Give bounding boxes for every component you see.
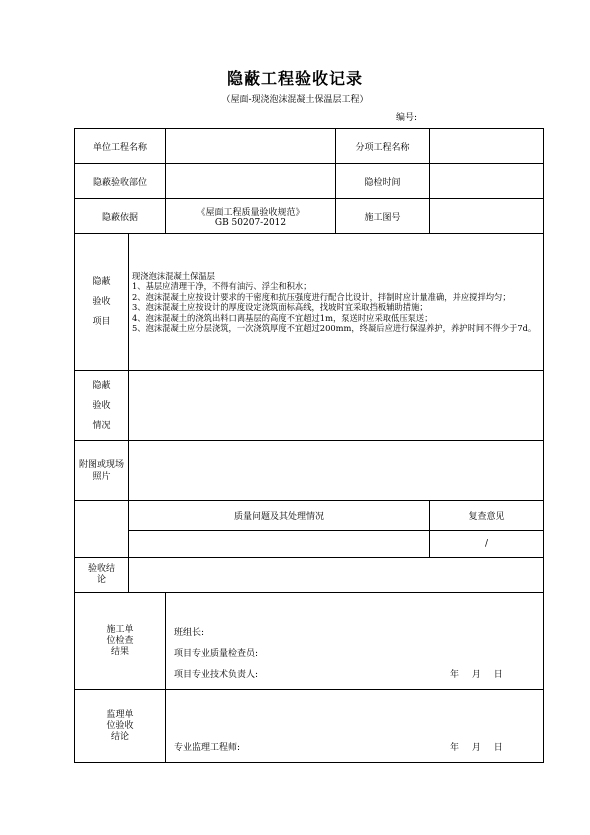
basis-label: 隐蔽依据 bbox=[75, 199, 166, 234]
quality-row-label bbox=[75, 501, 129, 558]
team-leader-label: 班组长: bbox=[174, 628, 205, 638]
inspection-time-label: 隐检时间 bbox=[336, 164, 430, 199]
inspection-time-value[interactable] bbox=[430, 164, 544, 199]
supervisor-date: 年 月 日 bbox=[450, 743, 503, 753]
doc-number-label: 编号: bbox=[396, 113, 418, 123]
unit-project-value[interactable] bbox=[166, 129, 336, 164]
inspection-items[interactable] bbox=[129, 234, 544, 371]
quality-issues-value[interactable] bbox=[129, 531, 430, 558]
list-item: 5、泡沫混凝土应分层浇筑，一次浇筑厚度不宜超过200mm，终凝后应进行保湿养护，养护时间不得少于7d。 bbox=[132, 323, 537, 333]
list-item: 3、泡沫混凝土应按设计的厚度设定浇筑面标高线，找坡时宜采取挡板辅助措施； bbox=[132, 302, 428, 312]
contractor-section[interactable] bbox=[166, 593, 544, 690]
recheck-header: 复查意见 bbox=[430, 501, 544, 531]
attachment-label: 附图或现场照片 bbox=[75, 441, 129, 501]
recheck-value[interactable]: / bbox=[430, 531, 544, 558]
quality-inspector-label: 项目专业质量检查员: bbox=[174, 649, 259, 659]
inspection-situation-value[interactable] bbox=[129, 371, 544, 441]
list-item: 4、泡沫混凝土的浇筑出料口离基层的高度不宜超过1m，泵送时应采取低压泵送； bbox=[132, 312, 433, 323]
attachment-area[interactable] bbox=[129, 441, 544, 501]
page-title: 隐蔽工程验收记录 bbox=[226, 69, 363, 88]
contractor-label: 施工单位检查结果 bbox=[75, 593, 166, 690]
supervisor-engineer-label: 专业监理工程师: bbox=[174, 743, 241, 753]
quality-issues-header: 质量问题及其处理情况 bbox=[129, 501, 430, 531]
sub-project-label: 分项工程名称 bbox=[336, 129, 430, 164]
tech-lead-label: 项目专业技术负责人: bbox=[174, 670, 259, 680]
concealed-part-label: 隐蔽验收部位 bbox=[75, 164, 166, 199]
page-subtitle: （屋面-现浇泡沫混凝土保温层工程） bbox=[221, 95, 369, 105]
drawing-no-label: 施工图号 bbox=[336, 199, 430, 234]
list-item: 2、泡沫混凝土应按设计要求的干密度和抗压强度进行配合比设计，拌制时应计量准确，并应搅拌均匀； bbox=[132, 291, 511, 302]
situation-label: 隐蔽 验收 情况 bbox=[75, 371, 129, 441]
conclusion-label: 验收结论 bbox=[75, 558, 129, 593]
supervisor-section[interactable] bbox=[166, 690, 544, 763]
basis-value[interactable] bbox=[166, 199, 336, 234]
unit-project-label: 单位工程名称 bbox=[75, 129, 166, 164]
basis-spec-name: 《屋面工程质量验收规范》 bbox=[196, 207, 305, 218]
items-label: 隐蔽 验收 项目 bbox=[75, 234, 129, 371]
drawing-no-value[interactable] bbox=[430, 199, 544, 234]
items-title: 现浇泡沫混凝土保温层 bbox=[132, 270, 215, 281]
inspection-record-table bbox=[74, 128, 544, 763]
basis-spec-code: GB 50207-2012 bbox=[214, 217, 287, 228]
sub-project-value[interactable] bbox=[430, 129, 544, 164]
supervisor-label: 监理单位验收结论 bbox=[75, 690, 166, 763]
concealed-part-value[interactable] bbox=[166, 164, 336, 199]
contractor-date: 年 月 日 bbox=[450, 670, 503, 680]
conclusion-value[interactable] bbox=[129, 558, 544, 593]
list-item: 1、基层应清理干净，不得有油污、浮尘和积水； bbox=[132, 281, 312, 291]
